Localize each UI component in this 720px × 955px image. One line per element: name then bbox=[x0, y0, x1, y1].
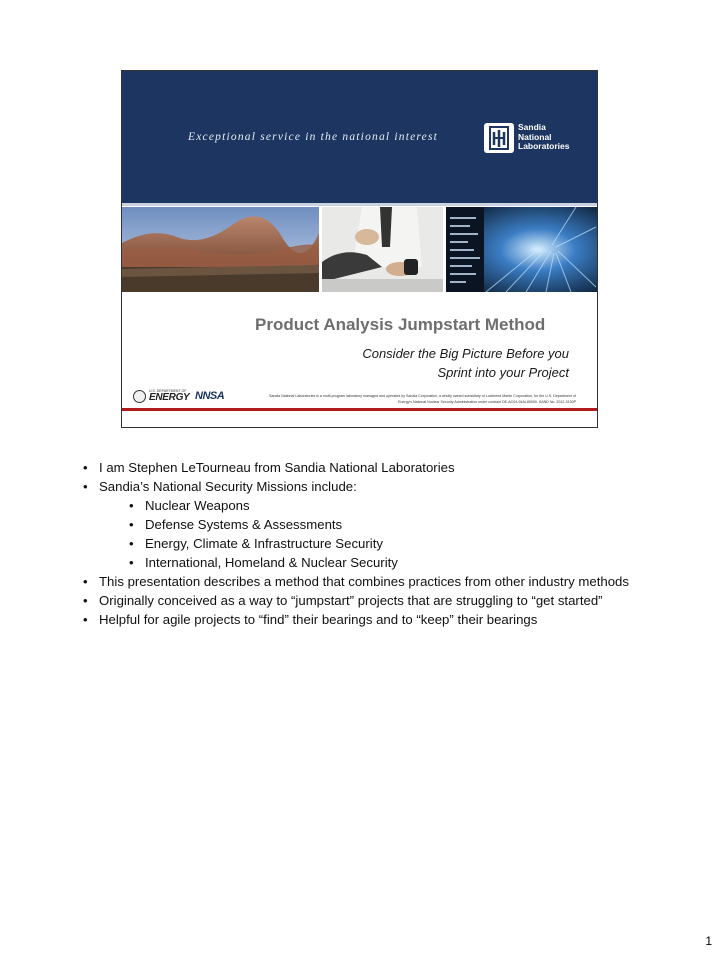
subtitle-line-1: Consider the Big Picture Before you bbox=[362, 346, 569, 361]
slide-fine-print: Sandia National Laboratories is a multi-program laboratory managed and operated by Sandia Corporation, a wholly owned subsidiary of Lockheed Martin Corporation, for the U.S. Department of Energy's National Nuclear Security Administration under contract DE-AC04-94AL85000. SAND No. 2012-3130P bbox=[268, 394, 576, 404]
subtitle-line-2: Sprint into your Project bbox=[437, 365, 569, 380]
logo-line-1: Sandia bbox=[518, 122, 546, 132]
page-number: 1 bbox=[705, 934, 712, 948]
sub-bullet-item: • Nuclear Weapons bbox=[81, 496, 641, 515]
doe-seal-icon bbox=[133, 390, 146, 403]
banner-divider bbox=[122, 203, 597, 206]
slide-title: Product Analysis Jumpstart Method bbox=[255, 315, 546, 334]
sandia-logo-icon bbox=[484, 123, 514, 153]
speaker-notes bbox=[81, 458, 641, 629]
slide-red-rule bbox=[122, 408, 597, 411]
sandia-logo-text bbox=[518, 123, 570, 152]
sub-bullet-item: • Defense Systems & Assessments bbox=[81, 515, 641, 534]
sub-bullet-item: • Energy, Climate & Infrastructure Security bbox=[81, 534, 641, 553]
bullet-item: • Sandia’s National Security Missions include: bbox=[81, 477, 641, 496]
notes-list bbox=[81, 458, 641, 629]
bullet-item: • Originally conceived as a way to “jumpstart” projects that are struggling to “get started” bbox=[81, 591, 641, 610]
slide-tagline: Exceptional service in the national interest bbox=[188, 131, 439, 143]
slide-banner bbox=[122, 71, 597, 203]
bullet-item: • Helpful for agile projects to “find” their bearings and to “keep” their bearings bbox=[81, 610, 641, 629]
doe-text: ENERGY bbox=[149, 392, 190, 403]
photo-strip bbox=[122, 207, 597, 292]
logo-line-3: Laboratories bbox=[518, 141, 570, 151]
logo-line-2: National bbox=[518, 131, 552, 142]
fiber-optics-photo bbox=[446, 207, 598, 292]
doe-small-text: U.S. DEPARTMENT OF bbox=[149, 389, 187, 393]
bullet-item: • This presentation describes a method that combines practices from other industry methods bbox=[81, 572, 641, 591]
business-person-photo bbox=[322, 207, 443, 292]
slide-subtitle bbox=[362, 344, 569, 382]
slide-thumbnail bbox=[121, 70, 598, 428]
mountain-photo bbox=[122, 207, 319, 292]
nnsa-logo: NNSA bbox=[195, 390, 225, 402]
sub-bullet-item: • International, Homeland & Nuclear Security bbox=[81, 553, 641, 572]
bullet-item: • I am Stephen LeTourneau from Sandia National Laboratories bbox=[81, 458, 641, 477]
